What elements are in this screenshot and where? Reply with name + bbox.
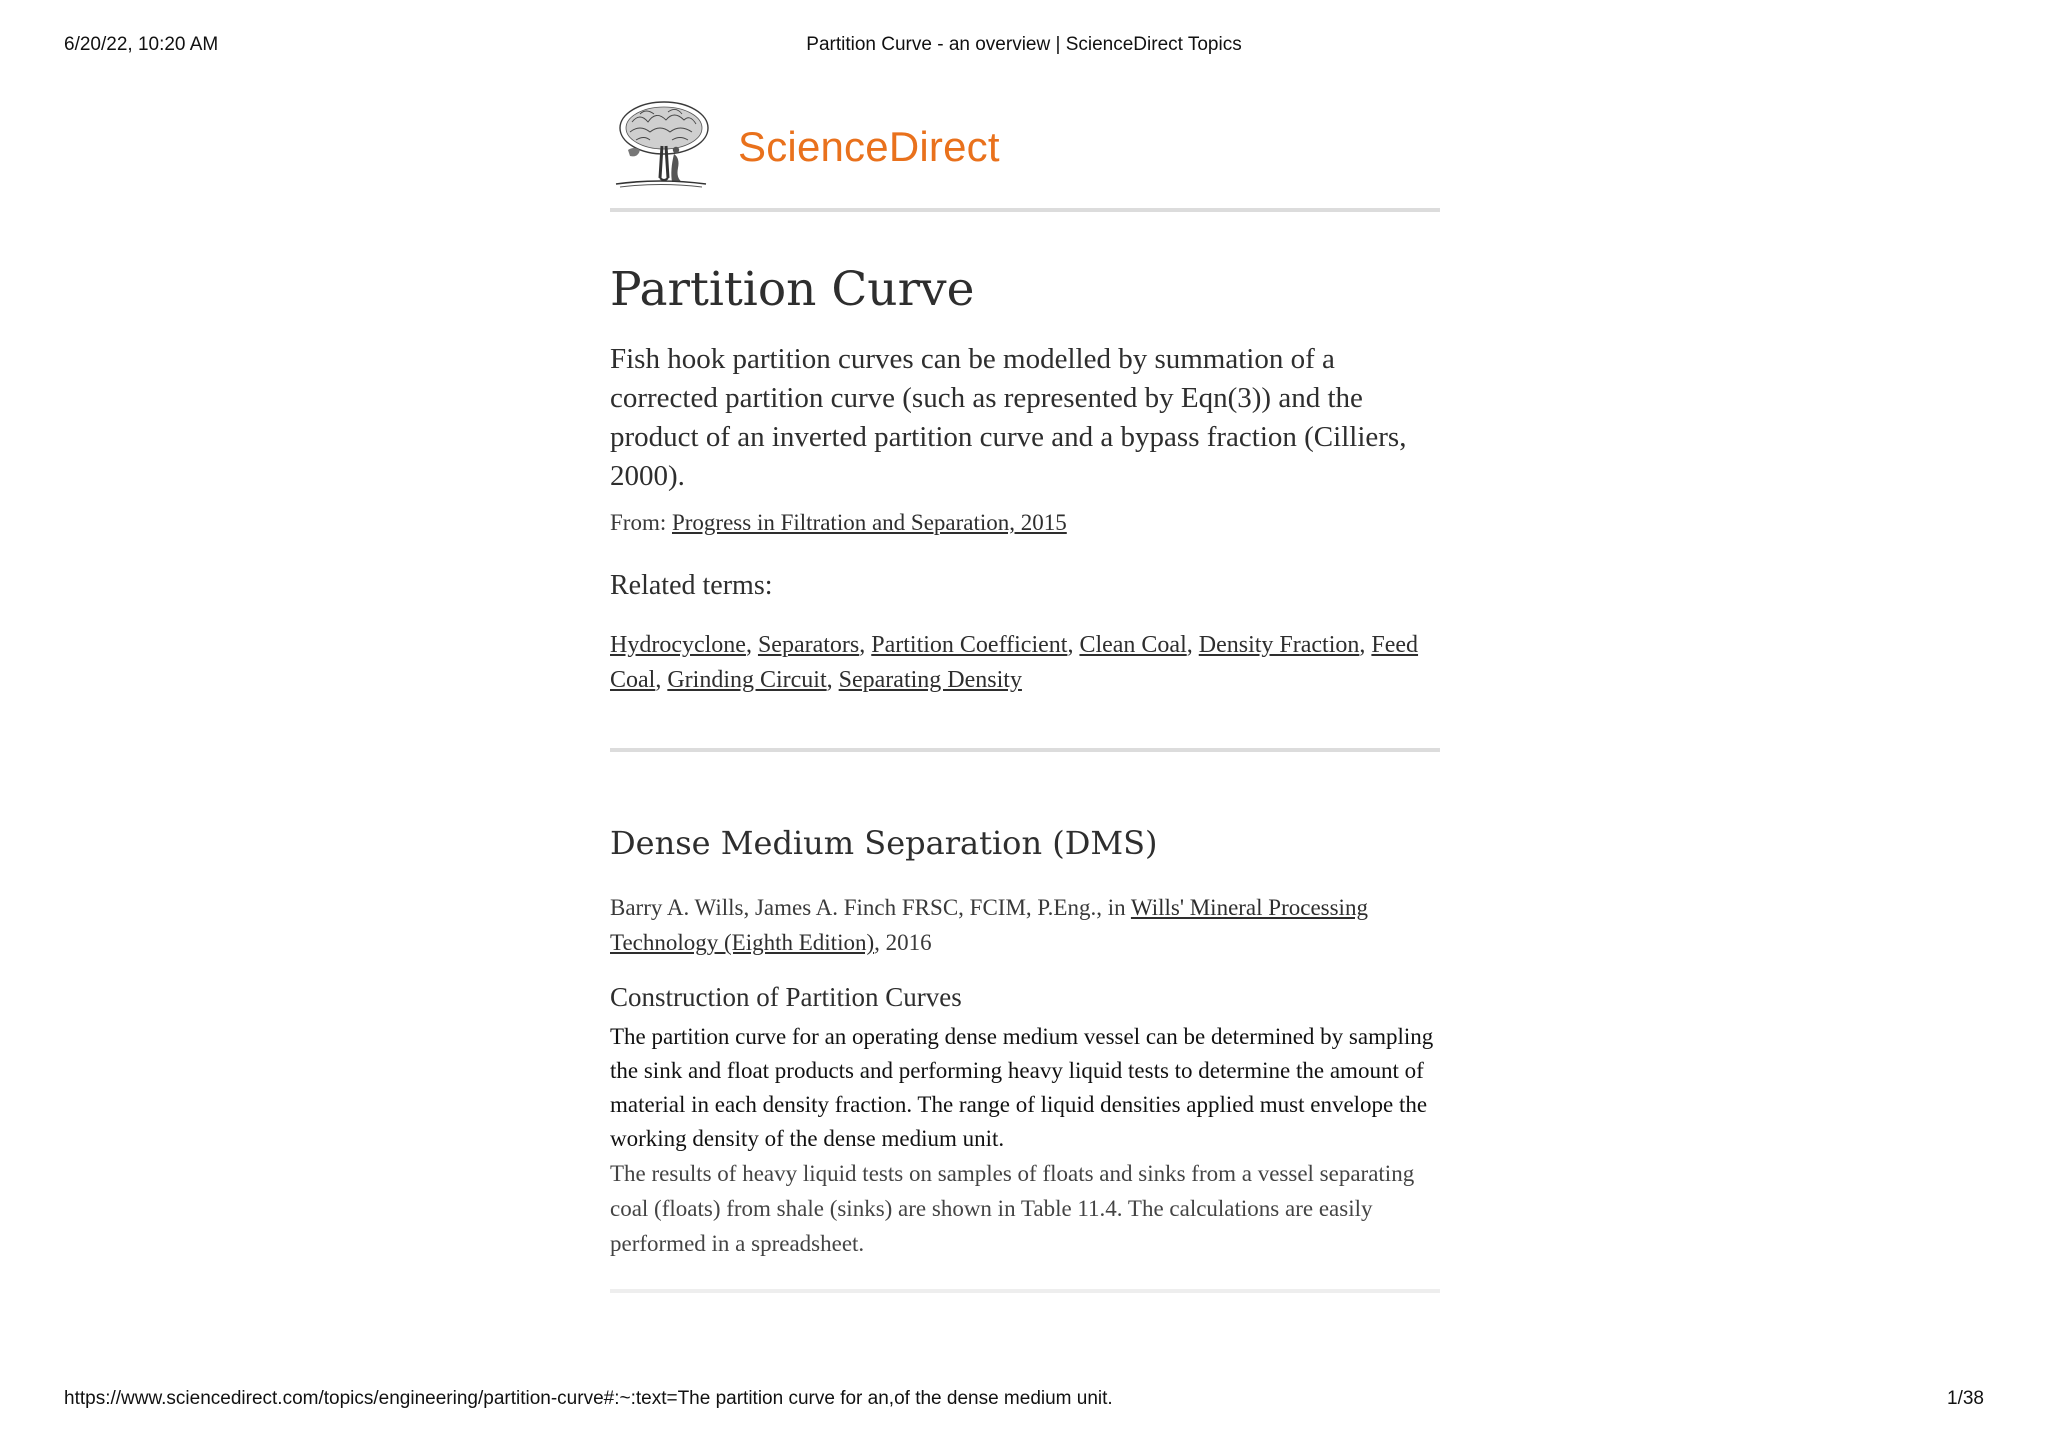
chapter-authors: Barry A. Wills, James A. Finch FRSC, FCIM, P.Eng., in bbox=[610, 895, 1131, 920]
source-link[interactable]: Progress in Filtration and Separation, 2015 bbox=[671, 510, 1067, 535]
elsevier-tree-logo-icon[interactable] bbox=[610, 98, 712, 190]
chapter-year: , 2016 bbox=[874, 930, 932, 955]
term-separator: , bbox=[1359, 632, 1372, 658]
from-label: From: bbox=[610, 510, 672, 535]
term-separator: , bbox=[826, 667, 839, 693]
related-term-partition-coefficient[interactable]: Partition Coefficient bbox=[871, 632, 1068, 658]
term-separator: , bbox=[1186, 632, 1199, 658]
related-term-grinding-circuit[interactable]: Grinding Circuit bbox=[667, 667, 827, 693]
chapter-byline bbox=[610, 890, 1440, 960]
related-terms-list bbox=[610, 628, 1440, 698]
site-header bbox=[610, 96, 1440, 192]
term-separator: , bbox=[655, 667, 668, 693]
term-separator: , bbox=[745, 632, 758, 658]
related-term-clean-coal[interactable]: Clean Coal bbox=[1079, 632, 1187, 658]
section-divider bbox=[610, 748, 1440, 752]
excerpt-highlight: The partition curve for an operating dense medium vessel can be determined by sampling the sink and float products and performing heavy liquid tests to determine the amount of material in each density fraction. The range of liquid densities applied must envelope the working density of the dense medium unit. bbox=[610, 1024, 1434, 1151]
print-datetime: 6/20/22, 10:20 AM bbox=[64, 34, 219, 55]
section-end-divider bbox=[610, 1289, 1440, 1293]
book-link[interactable]: Wills' Mineral Processing Technology (Eighth Edition) bbox=[610, 895, 1368, 955]
term-separator: , bbox=[859, 632, 872, 658]
header-divider bbox=[610, 208, 1440, 212]
print-page-title: Partition Curve - an overview | ScienceDirect Topics bbox=[806, 34, 1242, 55]
topic-definition: Fish hook partition curves can be modelled by summation of a corrected partition curve (such as represented by Eqn(3)) and the product of an inverted partition curve and a bypass fraction (Cilliers, 2000). bbox=[610, 343, 1407, 492]
page-title: Partition Curve bbox=[610, 262, 975, 317]
article-content bbox=[610, 96, 1440, 1293]
print-page-number: 1/38 bbox=[1947, 1388, 1984, 1409]
sciencedirect-wordmark[interactable]: ScienceDirect bbox=[738, 123, 1000, 170]
related-term-hydrocyclone[interactable]: Hydrocyclone bbox=[610, 632, 746, 658]
related-term-density-fraction[interactable]: Density Fraction bbox=[1198, 632, 1360, 658]
excerpt-text: The results of heavy liquid tests on samples of floats and sinks from a vessel separating coal (floats) from shale (sinks) are shown in Table 11.4. The calculations are easily performed in a spreadsheet. bbox=[610, 1161, 1415, 1256]
related-term-separating-density[interactable]: Separating Density bbox=[838, 667, 1022, 693]
related-term-feed-coal[interactable]: Feed Coal bbox=[610, 632, 1419, 693]
print-url: https://www.sciencedirect.com/topics/engineering/partition-curve#:~:text=The partition curve for an,of the dense medium unit. bbox=[64, 1388, 1113, 1409]
definition-source bbox=[610, 508, 1440, 538]
term-separator: , bbox=[1067, 632, 1080, 658]
chapter-title[interactable]: Dense Medium Separation (DMS) bbox=[610, 824, 1158, 862]
chapter-subheading: Construction of Partition Curves bbox=[610, 982, 962, 1012]
related-terms-heading: Related terms: bbox=[610, 570, 773, 601]
related-term-separators[interactable]: Separators bbox=[757, 632, 860, 658]
